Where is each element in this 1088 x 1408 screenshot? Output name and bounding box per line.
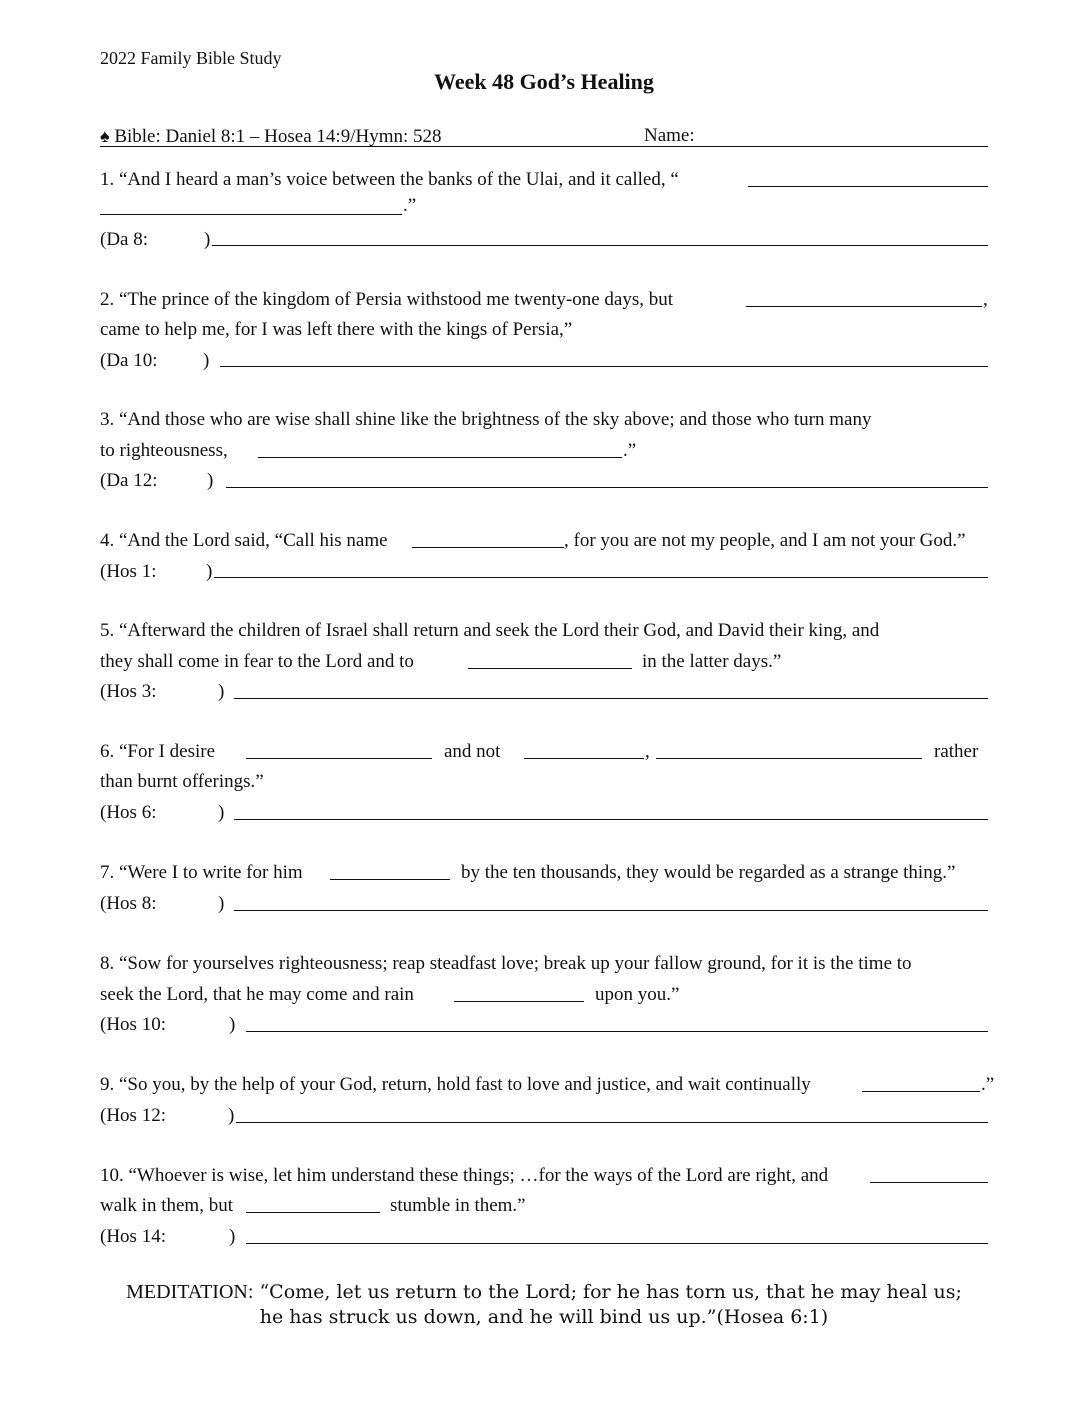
question-9-ref: (Hos 12: bbox=[100, 1105, 166, 1126]
question-2-text-b: came to help me, for I was left there with the kings of Persia,” bbox=[100, 319, 573, 340]
question-4-answer-line[interactable] bbox=[214, 577, 988, 578]
meditation-line-1 bbox=[100, 1280, 988, 1305]
question-10-blank-1[interactable] bbox=[870, 1182, 988, 1183]
question-4-text: 4. “And the Lord said, “Call his name bbox=[100, 530, 388, 551]
question-3-text: 3. “And those who are wise shall shine like the brightness of the sky above; and those who turn many bbox=[100, 409, 872, 430]
question-3-blank-1[interactable] bbox=[258, 457, 622, 458]
question-1-answer-line[interactable] bbox=[212, 245, 988, 246]
question-5-blank-1[interactable] bbox=[468, 668, 632, 669]
question-2-comma: , bbox=[983, 289, 988, 310]
question-10-blank-2[interactable] bbox=[246, 1212, 380, 1213]
question-8-text-c: upon you.” bbox=[595, 984, 680, 1005]
question-1-blank-1[interactable] bbox=[748, 186, 988, 187]
question-6-text-b: and not bbox=[444, 741, 501, 762]
question-3-ref: (Da 12: bbox=[100, 470, 158, 491]
question-2-ref-paren: ) bbox=[203, 350, 210, 371]
question-9-text: 9. “So you, by the help of your God, return, hold fast to love and justice, and wait continually bbox=[100, 1074, 811, 1095]
bible-reading: Bible: Daniel 8:1 – Hosea 14:9/Hymn: 528 bbox=[114, 126, 442, 147]
meditation-line-2 bbox=[100, 1305, 988, 1330]
question-10-ref-paren: ) bbox=[229, 1226, 236, 1247]
question-5-ref-paren: ) bbox=[218, 681, 225, 702]
question-6-text: 6. “For I desire bbox=[100, 741, 216, 762]
question-3-close: .” bbox=[623, 440, 637, 461]
question-10-text-b: walk in them, but bbox=[100, 1195, 233, 1216]
question-3-answer-line[interactable] bbox=[226, 487, 988, 488]
question-5-ref: (Hos 3: bbox=[100, 681, 157, 702]
question-5-answer-line[interactable] bbox=[234, 698, 988, 699]
question-3-text-b: to righteousness, bbox=[100, 440, 228, 461]
question-1-ref: (Da 8: bbox=[100, 229, 149, 250]
question-1-close: .” bbox=[403, 195, 417, 216]
name-label: Name: bbox=[644, 125, 695, 146]
question-7-ref: (Hos 8: bbox=[100, 893, 157, 914]
question-10-answer-line[interactable] bbox=[246, 1243, 988, 1244]
question-10-ref: (Hos 14: bbox=[100, 1226, 166, 1247]
question-6-answer-line[interactable] bbox=[234, 819, 988, 820]
question-7-answer-line[interactable] bbox=[234, 910, 988, 911]
question-2-blank-1[interactable] bbox=[746, 306, 982, 307]
question-10-text-c: stumble in them.” bbox=[390, 1195, 526, 1216]
question-5-text-b: they shall come in fear to the Lord and to bbox=[100, 651, 414, 672]
meditation-text-2: he has struck us down, and he will bind us up.”(Hosea 6:1) bbox=[259, 1306, 829, 1328]
series-label: 2022 Family Bible Study bbox=[100, 48, 282, 68]
question-1-text: 1. “And I heard a man’s voice between the banks of the Ulai, and it called, “ bbox=[100, 169, 679, 190]
question-1-blank-2[interactable] bbox=[100, 214, 402, 215]
question-10-text: 10. “Whoever is wise, let him understand these things; …for the ways of the Lord are right, and bbox=[100, 1165, 829, 1186]
question-5-text-c: in the latter days.” bbox=[642, 651, 782, 672]
meditation-label: MEDITATION: bbox=[126, 1281, 254, 1303]
question-4-ref: (Hos 1: bbox=[100, 561, 157, 582]
question-2-answer-line[interactable] bbox=[220, 366, 988, 367]
question-6-blank-1[interactable] bbox=[246, 758, 432, 759]
header-rule bbox=[100, 146, 988, 147]
question-4-blank-1[interactable] bbox=[412, 547, 564, 548]
question-8-answer-line[interactable] bbox=[246, 1031, 988, 1032]
question-3-ref-paren: ) bbox=[207, 470, 214, 491]
question-8-ref-paren: ) bbox=[229, 1014, 236, 1035]
question-9-ref-paren: ) bbox=[228, 1105, 235, 1126]
question-7-text: 7. “Were I to write for him bbox=[100, 862, 303, 883]
question-8-text-b: seek the Lord, that he may come and rain bbox=[100, 984, 414, 1005]
question-8-text: 8. “Sow for yourselves righteousness; reap steadfast love; break up your fallow ground, for it is the time to bbox=[100, 953, 912, 974]
question-6-blank-2[interactable] bbox=[524, 758, 644, 759]
question-8-blank-1[interactable] bbox=[454, 1001, 584, 1002]
question-7-blank-1[interactable] bbox=[330, 879, 450, 880]
question-6-text-d: than burnt offerings.” bbox=[100, 771, 264, 792]
question-4-ref-paren: ) bbox=[206, 561, 213, 582]
question-7-ref-paren: ) bbox=[218, 893, 225, 914]
question-6-comma: , bbox=[645, 741, 650, 762]
question-6-ref-paren: ) bbox=[218, 802, 225, 823]
question-7-text-b: by the ten thousands, they would be regarded as a strange thing.” bbox=[461, 862, 956, 883]
meditation-text-1: “Come, let us return to the Lord; for he has torn us, that he may heal us; bbox=[259, 1281, 962, 1303]
question-6-text-c: rather bbox=[934, 741, 979, 762]
question-1-ref-paren: ) bbox=[204, 229, 211, 250]
question-9-answer-line[interactable] bbox=[236, 1122, 988, 1123]
question-9-blank-1[interactable] bbox=[862, 1091, 980, 1092]
question-6-blank-3[interactable] bbox=[656, 758, 922, 759]
question-9-close: .” bbox=[981, 1074, 995, 1095]
question-8-ref: (Hos 10: bbox=[100, 1014, 166, 1035]
page-title: Week 48 God’s Healing bbox=[434, 69, 654, 94]
question-2-text: 2. “The prince of the kingdom of Persia withstood me twenty-one days, but bbox=[100, 289, 674, 310]
question-4-text-b: , for you are not my people, and I am not your God.” bbox=[564, 530, 966, 551]
question-5-text: 5. “Afterward the children of Israel shall return and seek the Lord their God, and David their king, and bbox=[100, 620, 880, 641]
spade-icon: ♠ bbox=[100, 126, 110, 146]
question-2-ref: (Da 10: bbox=[100, 350, 158, 371]
question-6-ref: (Hos 6: bbox=[100, 802, 157, 823]
